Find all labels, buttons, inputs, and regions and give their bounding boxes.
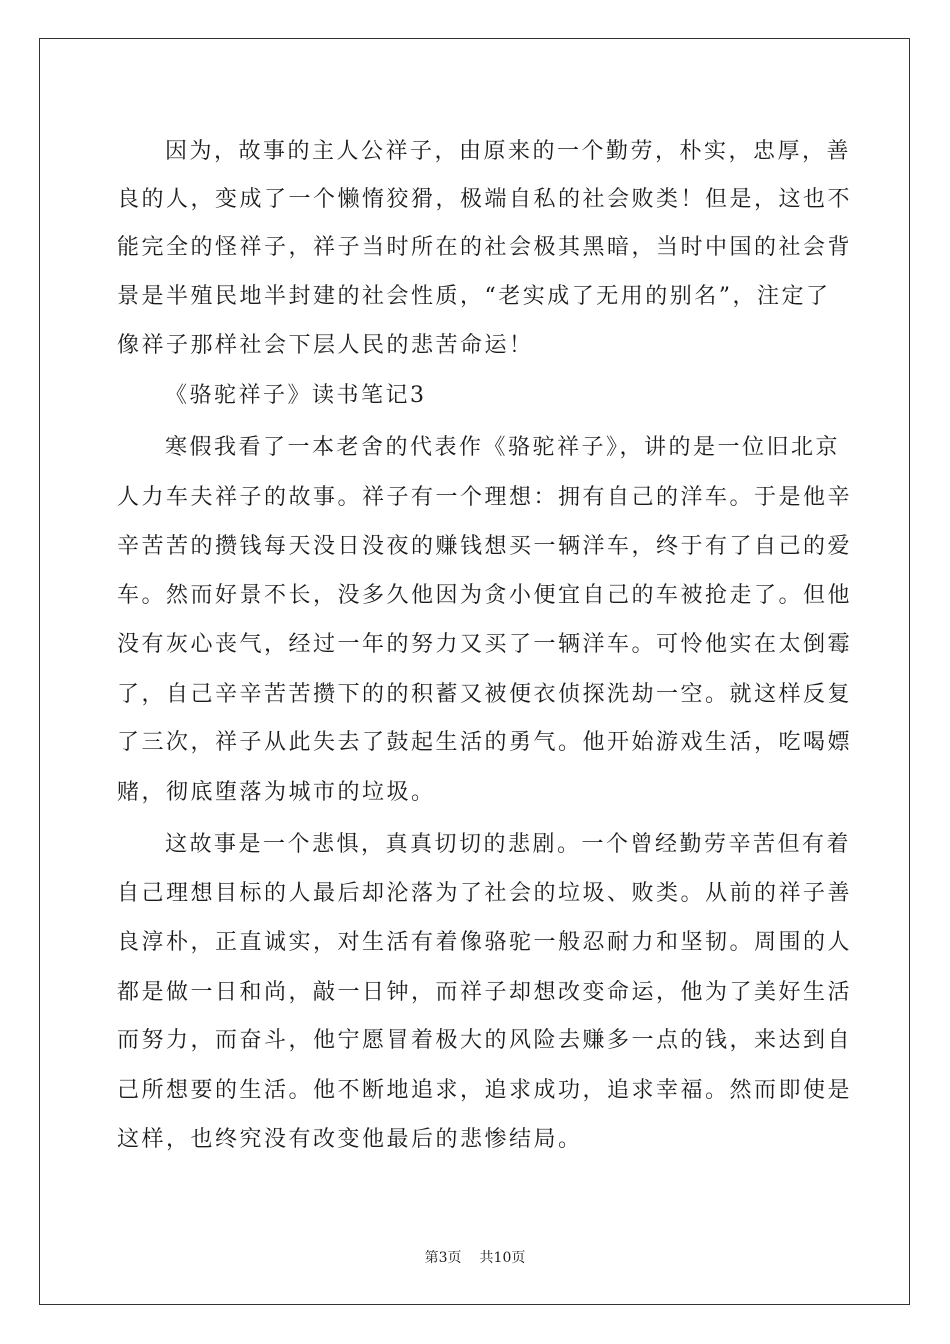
paragraph-1-line-4: 景是半殖民地半封建的社会性质，“老实成了无用的别名”，注定了 — [117, 284, 831, 309]
paragraph-3-line-7: 这样，也终究没有改变他最后的悲惨结局。 — [117, 1127, 583, 1152]
paragraph-3-line-3: 良淳朴，正直诚实，对生活有着像骆驼一般忍耐力和坚韧。周围的人 — [117, 930, 853, 955]
paragraph-2-line-2: 人力车夫祥子的故事。祥子有一个理想：拥有自己的洋车。于是他辛 — [117, 485, 853, 510]
paragraph-1-line-3: 能完全的怪祥子，祥子当时所在的社会极其黑暗，当时中国的社会背 — [117, 235, 853, 260]
paragraph-3-line-6: 己所想要的生活。他不断地追求，追求成功，追求幸福。然而即使是 — [117, 1078, 853, 1103]
page-footer — [0, 1248, 950, 1268]
page-number-total: 共10页 — [479, 1250, 526, 1266]
paragraph-3-line-1: 这故事是一个悲惧，真真切切的悲剧。一个曾经勤劳辛苦但有着 — [165, 832, 852, 857]
page-number-current: 第3页 — [424, 1250, 462, 1266]
paragraph-3-line-4: 都是做一日和尚，敲一日钟，而祥子却想改变命运，他为了美好生活 — [117, 980, 853, 1005]
paragraph-3-line-2: 自己理想目标的人最后却沦落为了社会的垃圾、败类。从前的祥子善 — [117, 881, 853, 906]
paragraph-2-line-3: 辛苦苦的攒钱每天没日没夜的赚钱想买一辆洋车，终于有了自己的爱 — [117, 534, 853, 559]
paragraph-2-line-6: 了，自己辛辛苦苦攒下的的积蓄又被便衣侦探洗劫一空。就这样反复 — [117, 682, 853, 707]
paragraph-1-line-5: 像祥子那样社会下层人民的悲苦命运！ — [117, 333, 534, 358]
paragraph-1-line-1: 因为，故事的主人公祥子，由原来的一个勤劳，朴实，忠厚，善 — [165, 139, 852, 164]
section-heading: 《骆驼祥子》读书笔记3 — [165, 383, 427, 408]
paragraph-2-line-7: 了三次，祥子从此失去了鼓起生活的勇气。他开始游戏生活，吃喝嫖 — [117, 730, 853, 755]
paragraph-1-line-2: 良的人，变成了一个懒惰狡猾，极端自私的社会败类！但是，这也不 — [117, 187, 853, 212]
paragraph-2-line-8: 赌，彻底堕落为城市的垃圾。 — [117, 780, 436, 805]
paragraph-3-line-5: 而努力，而奋斗，他宁愿冒着极大的风险去赚多一点的钱，来达到自 — [117, 1028, 853, 1053]
paragraph-2-line-1: 寒假我看了一本老舍的代表作《骆驼祥子》，讲的是一位旧北京 — [165, 435, 841, 460]
paragraph-2-line-5: 没有灰心丧气，经过一年的努力又买了一辆洋车。可怜他实在太倒霉 — [117, 632, 853, 657]
paragraph-2-line-4: 车。然而好景不长，没多久他因为贪小便宜自己的车被抢走了。但他 — [117, 583, 853, 608]
